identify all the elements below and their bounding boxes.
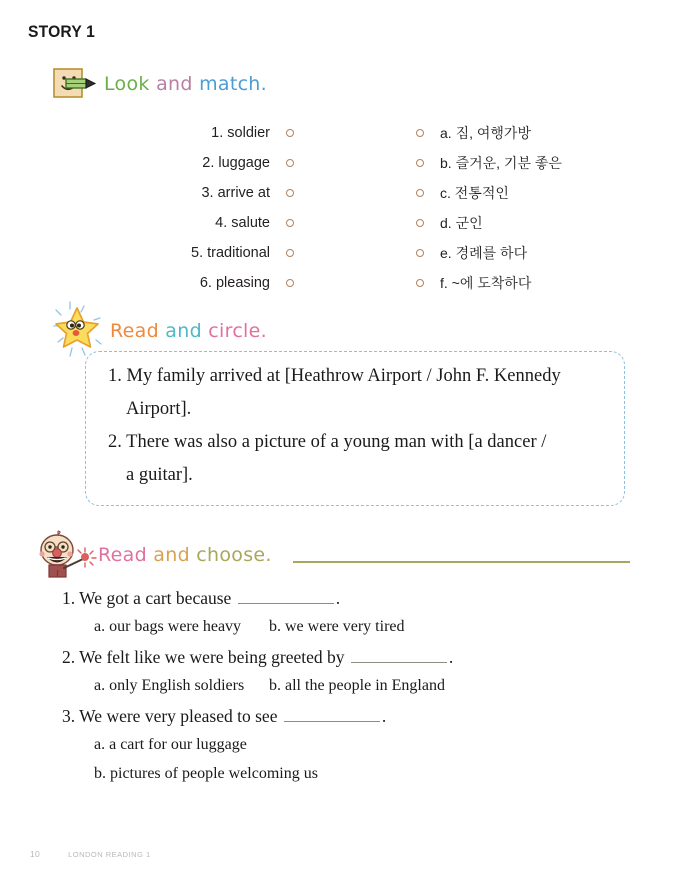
match-connector-right[interactable] xyxy=(416,249,424,257)
match-right-text: 짐, 여행가방 xyxy=(455,125,531,141)
footer-page-number: 10 xyxy=(30,849,41,859)
question-stem-period: . xyxy=(335,588,341,608)
table-row xyxy=(0,178,697,208)
heading-word-read: Read xyxy=(110,320,159,342)
teacher-pointer-icon xyxy=(36,528,102,582)
match-left-text: salute xyxy=(231,215,270,231)
option-a[interactable]: a. our bags were heavy xyxy=(94,618,242,635)
option-row xyxy=(94,677,662,695)
match-connector-left[interactable] xyxy=(286,279,294,287)
match-left-number: 3. xyxy=(201,185,214,201)
match-left-label xyxy=(0,275,270,291)
match-connector-left[interactable] xyxy=(286,249,294,257)
circle-sentence-1-line-2[interactable]: Airport]. xyxy=(126,399,192,419)
match-right-text: ~에 도착하다 xyxy=(451,275,532,291)
page-title: STORY 1 xyxy=(28,22,96,41)
match-left-text: pleasing xyxy=(215,275,270,291)
match-left-number: 2. xyxy=(202,155,215,171)
match-left-label xyxy=(0,215,270,231)
heading-word-look: Look xyxy=(104,73,150,95)
match-left-number: 1. xyxy=(211,125,224,141)
circle-sentence-2-line-1[interactable]: 2. There was also a picture of a young man with [a dancer / xyxy=(108,432,547,452)
match-left-number: 5. xyxy=(191,245,204,261)
match-left-number: 6. xyxy=(199,275,212,291)
circle-sentence-1-line-1[interactable]: 1. My family arrived at [Heathrow Airport / John F. Kennedy xyxy=(108,366,561,386)
question-stem-period: . xyxy=(381,706,387,726)
activity-heading-read-and-choose xyxy=(36,528,272,582)
match-left-number: 4. xyxy=(215,215,228,231)
match-left-label xyxy=(0,185,270,201)
match-right-label xyxy=(440,273,531,293)
match-connector-left[interactable] xyxy=(286,159,294,167)
read-and-circle-box xyxy=(85,351,625,506)
heading-word-choose: choose. xyxy=(196,544,272,566)
footer-book-title: LONDON READING 1 xyxy=(68,850,151,859)
answer-blank[interactable] xyxy=(238,589,334,604)
match-connector-right[interactable] xyxy=(416,279,424,287)
match-connector-left[interactable] xyxy=(286,129,294,137)
option-a[interactable]: a. only English soldiers xyxy=(94,677,245,694)
heading-rule xyxy=(293,561,630,563)
match-left-label xyxy=(0,155,270,171)
table-row xyxy=(0,208,697,238)
match-left-text: arrive at xyxy=(217,185,270,201)
circle-sentence-2-line-2[interactable]: a guitar]. xyxy=(126,465,193,485)
heading-word-circle: circle. xyxy=(208,320,267,342)
question-stem-period: . xyxy=(448,647,454,667)
match-right-label xyxy=(440,243,527,263)
activity-heading-look-and-match xyxy=(52,66,267,102)
table-row xyxy=(0,148,697,178)
match-right-text: 경례를 하다 xyxy=(455,245,528,261)
match-right-letter: b. xyxy=(440,155,452,171)
table-row xyxy=(0,238,697,268)
heading-word-and: and xyxy=(153,544,190,566)
heading-word-read: Read xyxy=(98,544,147,566)
option-row xyxy=(94,618,662,636)
match-left-label xyxy=(0,125,270,141)
match-right-label xyxy=(440,153,562,173)
option-a[interactable]: a. a cart for our luggage xyxy=(94,736,247,753)
match-right-text: 군인 xyxy=(455,215,483,231)
answer-blank[interactable] xyxy=(351,648,447,663)
option-b[interactable]: b. all the people in England xyxy=(269,677,445,694)
question-stem xyxy=(62,588,662,609)
match-connector-left[interactable] xyxy=(286,219,294,227)
read-and-choose-questions xyxy=(62,588,662,794)
table-row xyxy=(0,118,697,148)
question-stem-text: 2. We felt like we were being greeted by xyxy=(62,647,345,667)
question-stem xyxy=(62,647,662,668)
pencil-box-icon xyxy=(52,66,98,102)
answer-blank[interactable] xyxy=(284,707,380,722)
match-right-text: 전통적인 xyxy=(454,185,509,201)
match-right-letter: d. xyxy=(440,215,452,231)
question-stem-text: 3. We were very pleased to see xyxy=(62,706,278,726)
match-left-label xyxy=(0,245,270,261)
match-connector-left[interactable] xyxy=(286,189,294,197)
question-stem-text: 1. We got a cart because xyxy=(62,588,232,608)
table-row xyxy=(0,268,697,298)
match-right-letter: e. xyxy=(440,245,452,261)
heading-word-and: and xyxy=(156,73,193,95)
match-right-letter: c. xyxy=(440,185,451,201)
match-right-letter: f. xyxy=(440,275,448,291)
heading-word-match: match. xyxy=(199,73,267,95)
match-connector-right[interactable] xyxy=(416,129,424,137)
heading-word-and: and xyxy=(165,320,202,342)
matching-exercise xyxy=(0,118,697,298)
match-left-text: traditional xyxy=(207,245,270,261)
option-b[interactable]: b. pictures of people welcoming us xyxy=(94,765,318,782)
match-right-label xyxy=(440,123,531,143)
question-stem xyxy=(62,706,662,727)
option-b[interactable]: b. we were very tired xyxy=(269,618,405,635)
match-left-text: luggage xyxy=(218,155,270,171)
match-connector-right[interactable] xyxy=(416,159,424,167)
match-right-label xyxy=(440,213,483,233)
match-right-label xyxy=(440,183,509,203)
match-right-letter: a. xyxy=(440,125,452,141)
match-left-text: soldier xyxy=(227,125,270,141)
match-connector-right[interactable] xyxy=(416,189,424,197)
page-footer xyxy=(30,849,151,859)
match-right-text: 즐거운, 기분 좋은 xyxy=(455,155,562,171)
match-connector-right[interactable] xyxy=(416,219,424,227)
